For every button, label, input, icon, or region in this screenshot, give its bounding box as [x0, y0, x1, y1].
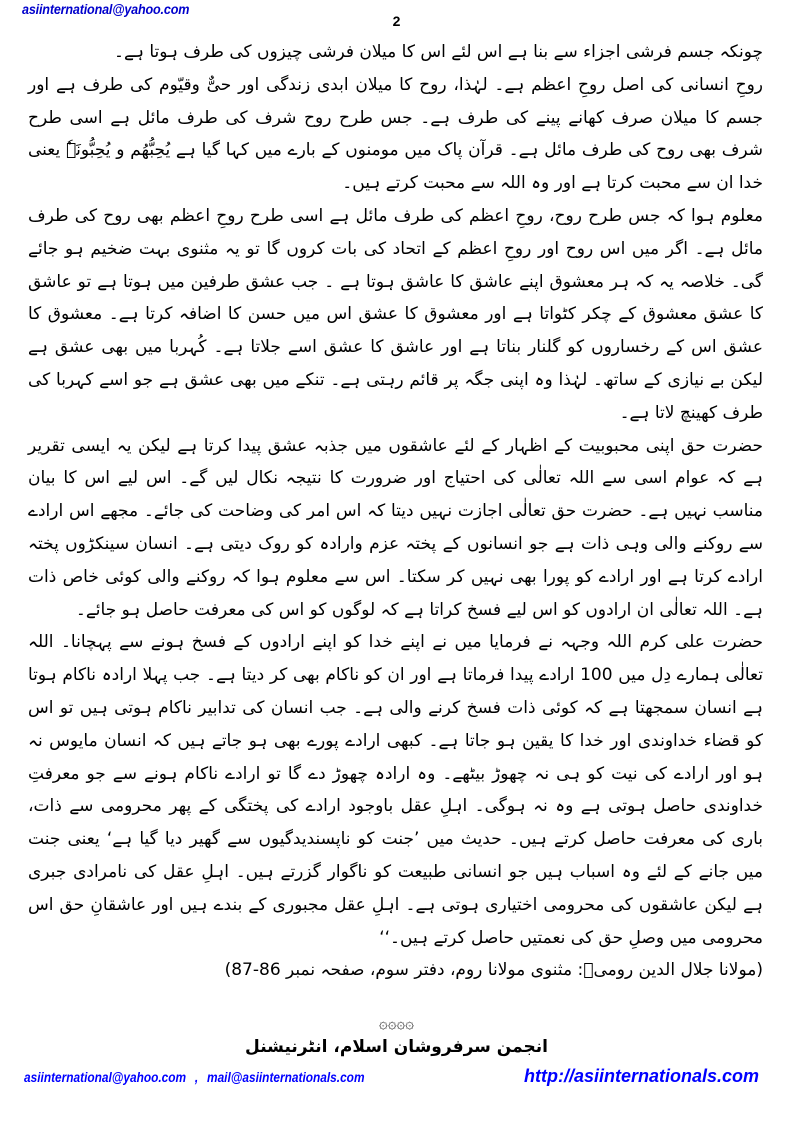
organization-name: انجمن سرفروشان اسلام، انٹرنیشنل — [245, 1037, 548, 1057]
document-body — [28, 36, 763, 987]
paragraph-5: حضرت علی کرم اللہ وجہہ نے فرمایا میں نے اپنے خدا کو اپنے ارادوں کے فسخ ہونے سے پہچانا۔ اللہ تعالٰی ہمارے دِل میں 100 ارادے پیدا فرماتا ہے اور ان کو ناکام بھی کر دیتا ہے۔ جب پہلا ارادہ ناکام ہوتا ہے انسان سمجھتا ہے کہ کوئی ذات فسخ کرنے والی ہے۔ جب انسان کی تدابیر ناکام ہوتی ہیں تو اس کو قضاء خداوندی اور خدا کا یقین ہو جاتا ہے۔ کبھی ارادے پورے بھی ہو جاتے ہیں کہ انسان مایوس نہ ہو اور ارادے کی نیت کو ہی نہ چھوڑ بیٹھے۔ وہ ارادہ چھوڑ دے گا تو ارادے ناکام ہونے سے جو معرفتِ خداوندی حاصل ہوتی ہے وہ نہ ہوگی۔ اہلِ عقل باوجود ارادے کی پختگی کے پھر محرومی سے ذات، باری کی معرفت حاصل کرتے ہیں۔ حدیث میں ’جنت کو ناپسندیدگیوں سے گھیر دیا گیا ہے‘ یعنی جنت میں جانے کے لئے وہ اسباب ہیں جو انسانی طبیعت کو ناگوار گزرتے ہیں۔ اہلِ عقل کی نامرادی جبری ہے لیکن عاشقوں کی محرومی اختیاری ہوتی ہے۔ اہلِ عقل مجبوری کے بندے ہیں اور عاشقانِ حق اس محرومی میں وصلِ حق کی نعمتیں حاصل کرتے ہیں۔‘‘ — [28, 632, 763, 948]
footer-email-mail[interactable]: mail@asiinternationals.com — [207, 1070, 365, 1085]
paragraph-3: معلوم ہوا کہ جس طرح روح، روحِ اعظم کی طرف مائل ہے اسی طرح روحِ اعظم بھی روح کی طرف مائل ہے۔ اگر میں اس روح اور روحِ اعظم کے اتحاد کی بات کروں گا تو یہ مثنوی بہت ضخیم ہو جائے گی۔ خلاصہ یہ کہ ہر معشوق اپنے عاشق کا عاشق ہوتا ہے ۔ جب عشق طرفین میں ہوتا ہے تو عاشق کا عشق معشوق کے چکر کٹواتا ہے اور معشوق کا عشق اس میں حسن کا اضافہ کرتا ہے۔ معشوق کا عشق اس کے رخساروں کو گلنار بناتا ہے اور عاشق کا عشق اسے جلاتا ہے۔ کُہربا میں بھی عشق ہے لیکن بے نیازی کے ساتھ۔ لہٰذا وہ اپنی جگہ پر قائم رہتی ہے۔ تنکے میں بھی عشق ہے جو اسے کہربا کی طرف کھینچ لاتا ہے۔ — [28, 205, 763, 423]
paragraph-1: چونکہ جسم فرشی اجزاء سے بنا ہے اس لئے اس کا میلان فرشی چیزوں کی طرف ہوتا ہے۔ — [114, 42, 763, 62]
page-number: 2 — [392, 13, 401, 29]
ornament-divider: ۞۞۞۞ — [378, 1014, 415, 1032]
citation: (مولانا جلال الدین رومیؒ: مثنوی مولانا روم، دفتر سوم، صفحہ نمبر 86-87) — [224, 960, 763, 981]
footer-website-link[interactable]: http://asiinternationals.com — [523, 1066, 759, 1086]
footer-emails — [24, 1070, 365, 1085]
header-email[interactable]: asiinternational@yahoo.com — [22, 1, 190, 17]
footer-email-yahoo[interactable]: asiinternational@yahoo.com — [24, 1070, 187, 1085]
footer-email-separator: , — [194, 1070, 199, 1085]
paragraph-4: حضرت حق اپنی محبوبیت کے اظہار کے لئے عاشقوں میں جذبہ عشق پیدا کرتا ہے لیکن یہ ایسی تقریر ہے کہ عوام اسی سے اللہ تعالٰی کی احتیاج اور ضرورت کا نتیجہ نکال لیں گے۔ اس لیے اس کا بیان مناسب نہیں ہے۔ حضرت حق تعالٰی اجازت نہیں دیتا کہ اس امر کی وضاحت کی جائے۔ مجھے اس ارادے سے روکنے والی وہی ذات ہے جو انسانوں کے پختہ عزم وارادہ کو روک دیتی ہے۔ انسان سینکڑوں پختہ ارادے کرتا ہے اور ارادے کو پورا بھی نہیں کر سکتا۔ اس سے معلوم ہوا کہ روکنے والی کوئی خاص ذات ہے۔ اللہ تعالٰی ان ارادوں کو اس لیے فسخ کراتا ہے کہ لوگوں کو اس کی معرفت حاصل ہو جائے۔ — [28, 435, 763, 620]
paragraph-2: روحِ انسانی کی اصل روحِ اعظم ہے۔ لہٰذا، روح کا میلان ابدی زندگی اور حیٌّ وقیّوم کی طرف ہے اور جسم کا میلان صرف کھانے پینے کی طرف ہے۔ جس طرح روح شرف کی طرف مائل ہے اسی طرح شرف بھی روح کی طرف مائل ہے۔ قرآن پاک میں مومنوں کے بارے میں کہا گیا ہے یُحِبُّھُم و یُحِبُّونَہٗ یعنی خدا ان سے محبت کرتا ہے اور وہ اللہ سے محبت کرتے ہیں۔ — [28, 74, 763, 194]
